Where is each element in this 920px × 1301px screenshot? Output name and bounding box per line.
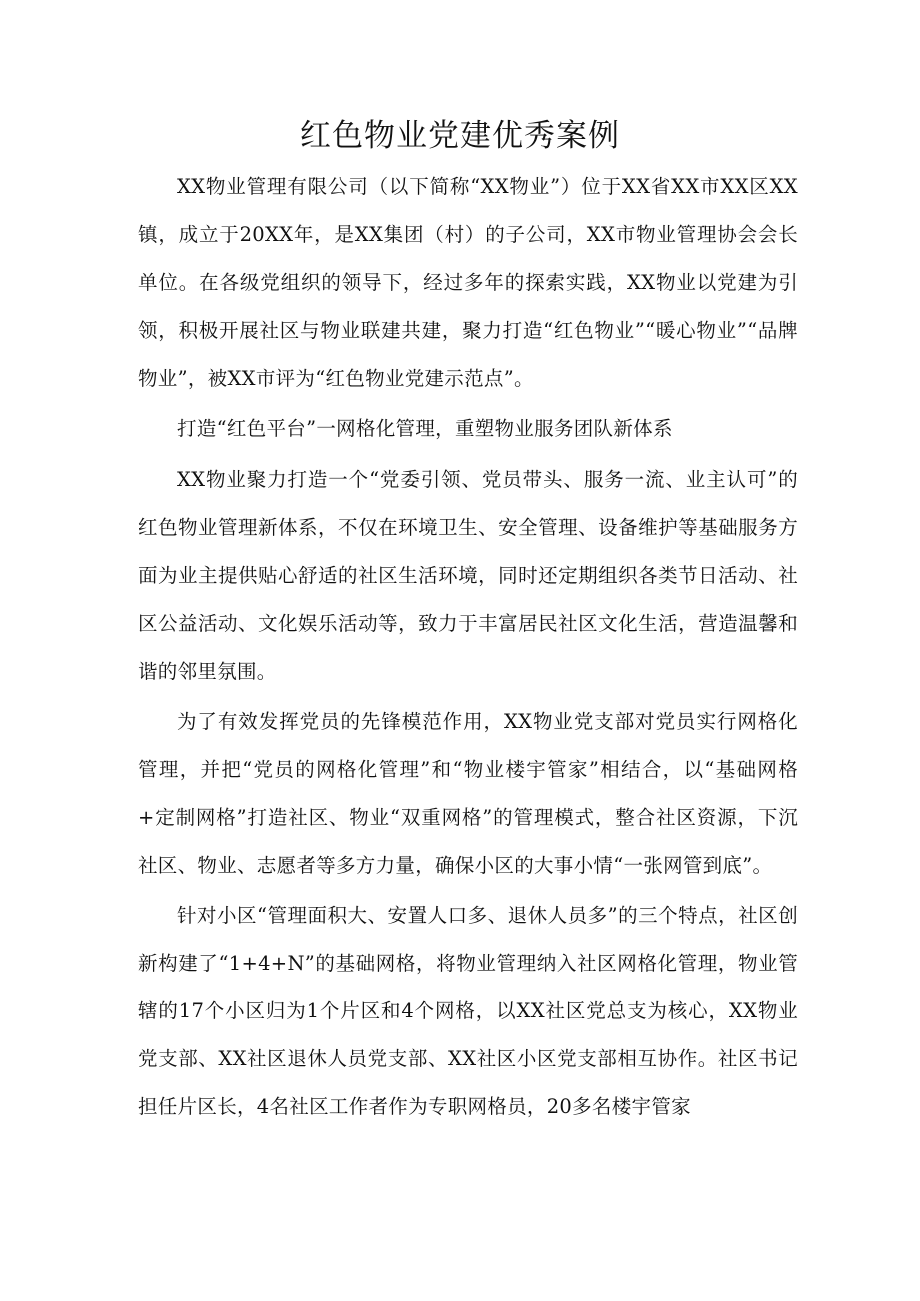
document-body — [138, 163, 798, 1133]
paragraph-basic-grid: 针对小区“管理面积大、安置人口多、退休人员多”的三个特点，社区创新构建了“1+4+N”的基础网格，将物业管理纳入社区网格化管理，物业管辖的17个小区归为1个片区和4个网格，以XX社区党总支为核心，XX物业党支部、XX社区退休人员党支部、XX社区小区党支部相互协作。社区书记担任片区长，4名社区工作者作为专职网格员，20多名楼宇管家 — [138, 903, 798, 1119]
section-heading-red-platform: 打造“红色平台”一网格化管理，重塑物业服务团队新体系 — [177, 416, 673, 440]
paragraph-new-system: XX物业聚力打造一个“党委引领、党员带头、服务一流、业主认可”的红色物业管理新体系，不仅在环境卫生、安全管理、设备维护等基础服务方面为业主提供贴心舒适的社区生活环境，同时还定期组织各类节日活动、社区公益活动、文化娱乐活动等，致力于丰富居民社区文化生活，营造温馨和谐的邻里氛围。 — [138, 468, 798, 684]
paragraph-intro: XX物业管理有限公司（以下简称“XX物业”）位于XX省XX市XX区XX镇，成立于20XX年，是XX集团（村）的子公司，XX市物业管理协会会长单位。在各级党组织的领导下，经过多年的探索实践，XX物业以党建为引领，积极开展社区与物业联建共建，聚力打造“红色物业”“暖心物业”“品牌物业”，被XX市评为“红色物业党建示范点”。 — [138, 175, 798, 390]
document-title: 红色物业党建优秀案例 — [300, 118, 620, 154]
paragraph-grid-management: 为了有效发挥党员的先锋模范作用，XX物业党支部对党员实行网格化管理，并把“党员的网格化管理”和“物业楼宇管家”相结合，以“基础网格+定制网格”打造社区、物业“双重网格”的管理模式，整合社区资源，下沉社区、物业、志愿者等多方力量，确保小区的大事小情“一张网管到底”。 — [138, 709, 798, 877]
